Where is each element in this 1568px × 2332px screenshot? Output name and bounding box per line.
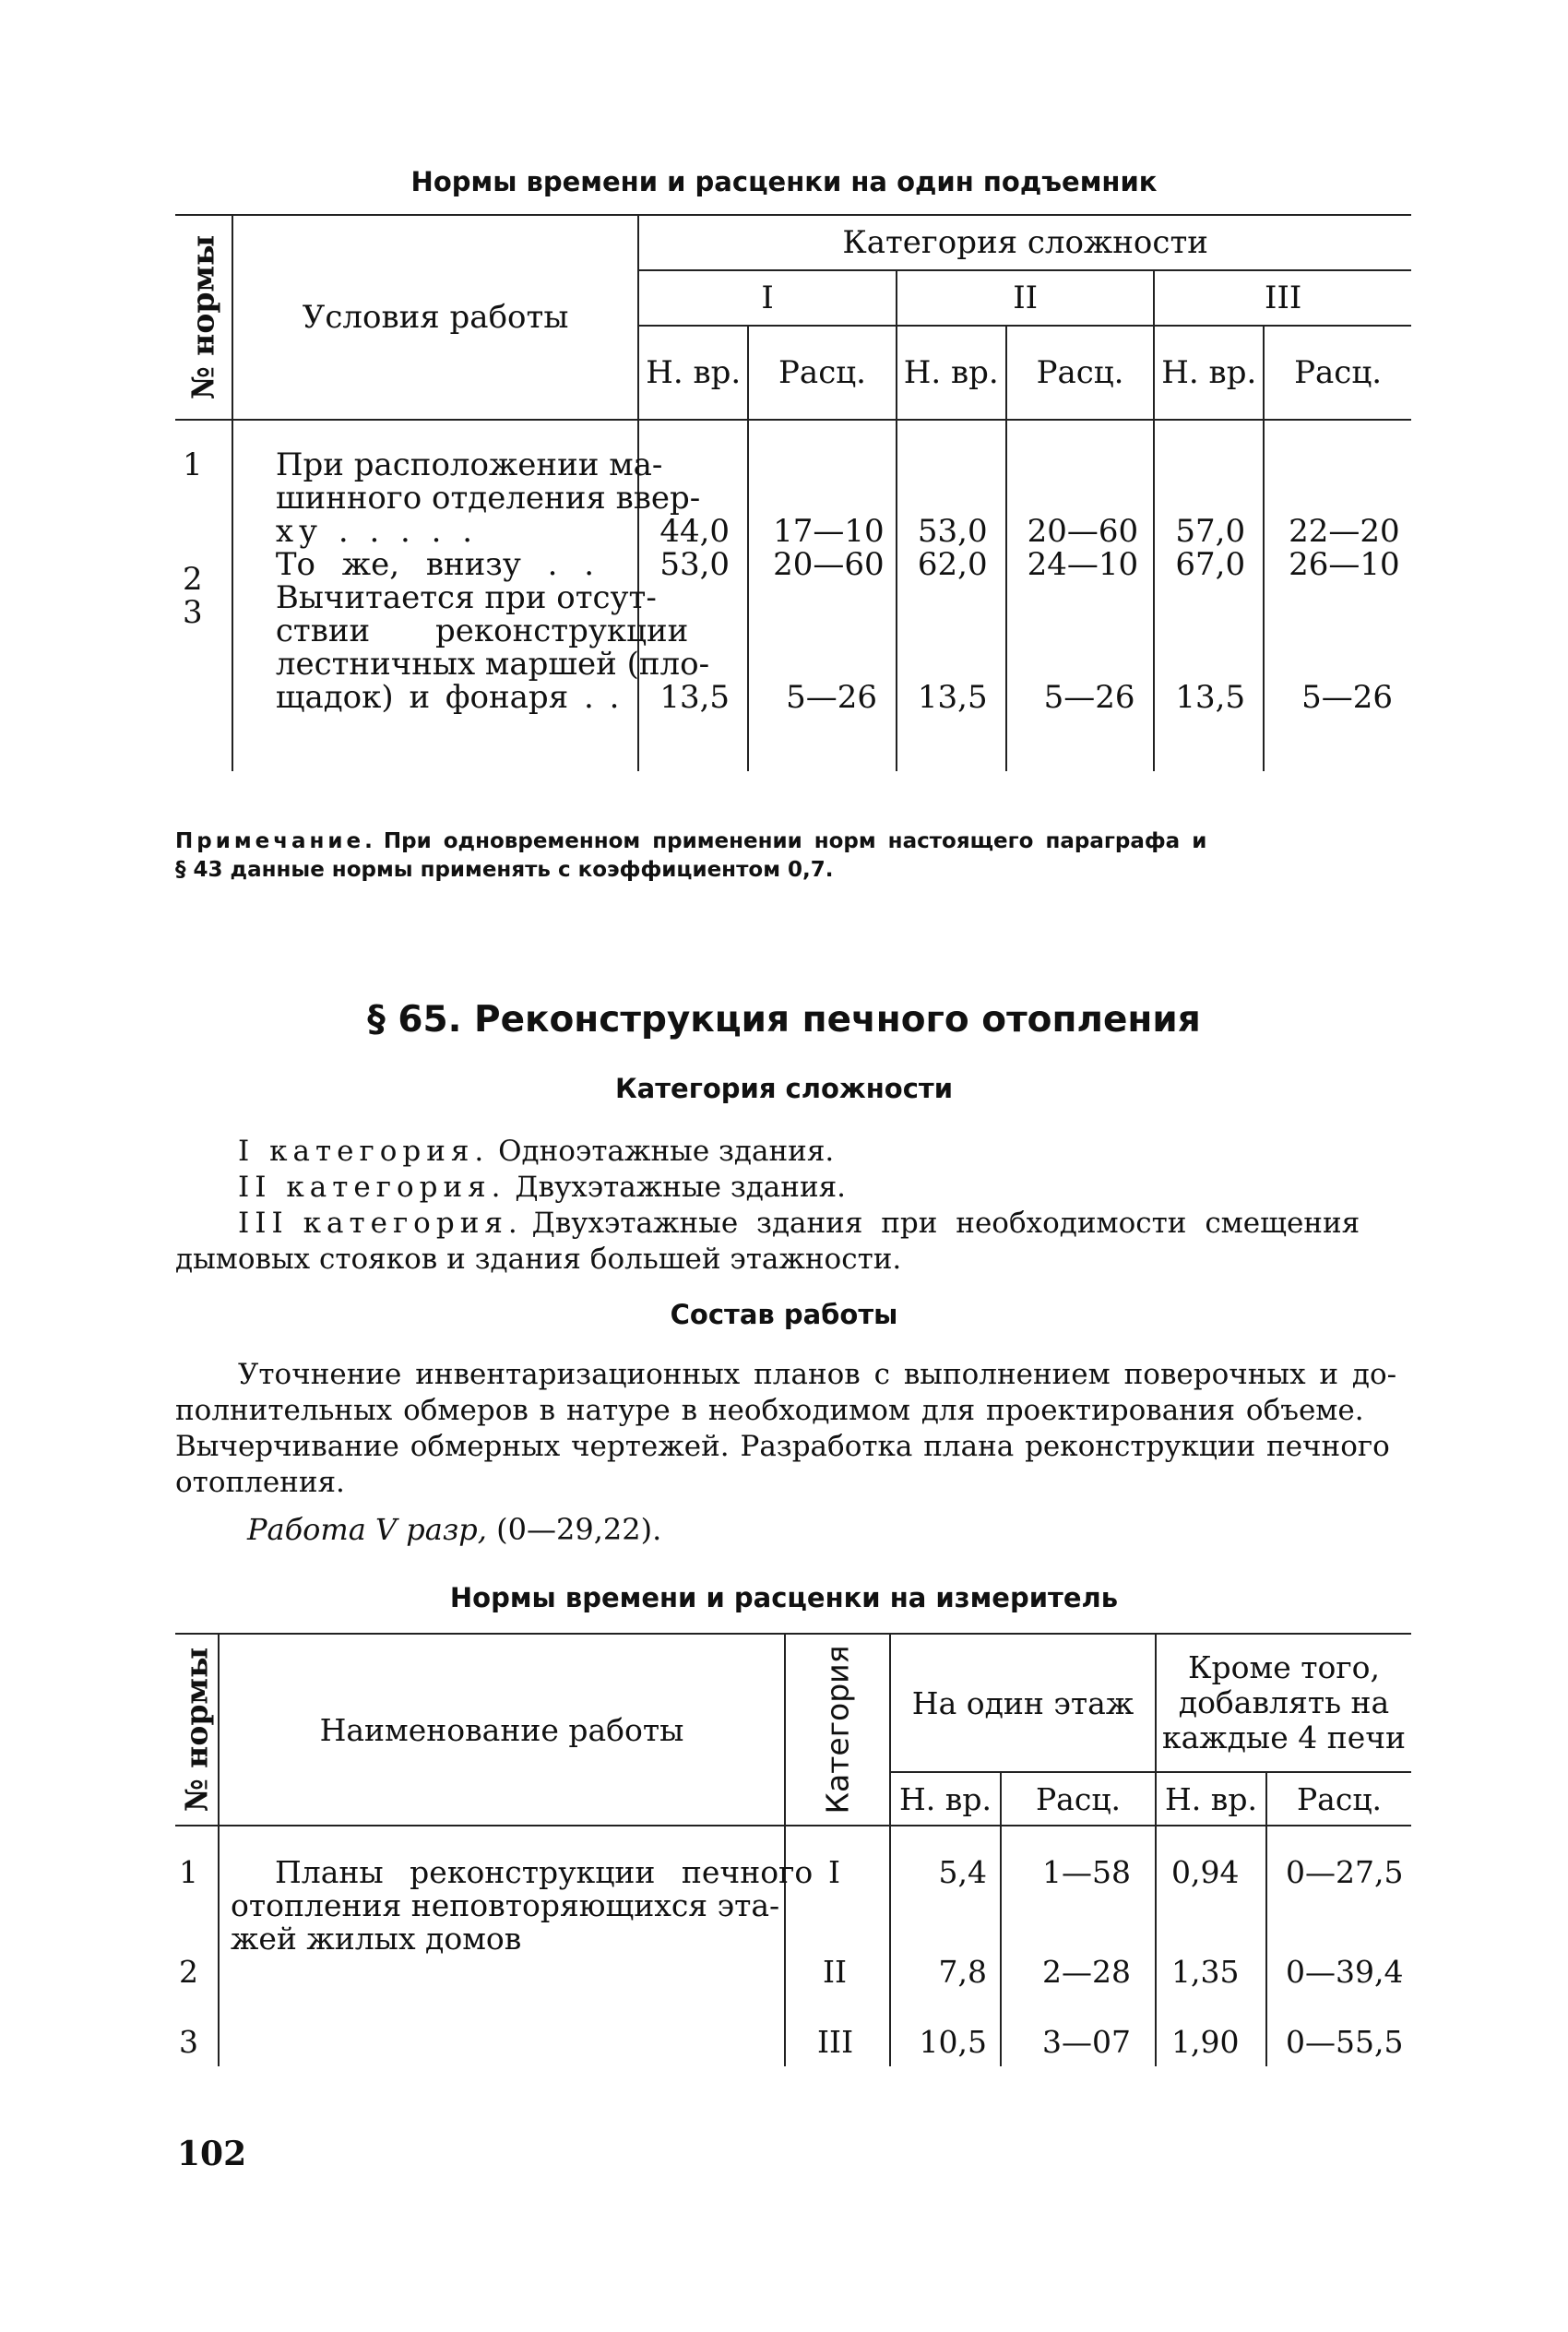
sub-nvr-extra: Н. вр. xyxy=(1156,1772,1266,1826)
sub-rasc-1: Расц. xyxy=(748,326,897,420)
cat-header-3: III xyxy=(1154,270,1411,326)
value: 0—55,5 xyxy=(1286,2024,1404,2060)
value: 0,94 xyxy=(1171,1854,1240,1890)
table1-title: Нормы времени и расценки на один подъемник xyxy=(410,166,1158,197)
value: 1,90 xyxy=(1171,2024,1240,2060)
norm-number: 2 xyxy=(179,1954,198,1990)
note-line2: § 43 данные нормы применять с коэффициентом 0,7. xyxy=(175,858,834,882)
rasc-floor-values xyxy=(1001,1826,1156,2066)
nvr-floor-values xyxy=(890,1826,1001,2066)
value: 20—60 xyxy=(773,546,885,583)
value: 13,5 xyxy=(1175,679,1246,716)
cat3-label: III категория. xyxy=(238,1207,523,1240)
work-grade-value: (0—29,22). xyxy=(496,1512,662,1547)
cat3-text1: Двухэтажные здания при необходимости смещения xyxy=(531,1207,1360,1240)
col-norm-number-header: № нормы xyxy=(175,1634,219,1826)
cat-header-1: I xyxy=(638,270,897,326)
value: 44,0 xyxy=(659,513,731,550)
value: 5—26 xyxy=(1043,679,1135,716)
sub-rasc-extra: Расц. xyxy=(1296,1780,1383,1817)
col-work-name-header: Наименование работы xyxy=(219,1634,785,1826)
work-name-line: отопления неповторяющихся эта- xyxy=(231,1887,780,1923)
section-title: § 65. Реконструкция печного отопления xyxy=(367,999,1201,1041)
condition-line: ху . . . . . xyxy=(275,513,479,550)
work-line: полнительных обмеров в натуре в необходимом для проектирования объеме. xyxy=(175,1394,1364,1427)
nvr-cat1 xyxy=(638,420,748,771)
category-value: II xyxy=(823,1954,848,1990)
page-number: 102 xyxy=(177,2135,247,2173)
sub-rasc-3: Расц. xyxy=(1294,354,1383,391)
sub-nvr-floor: Н. вр. xyxy=(890,1772,1001,1826)
value: 20—60 xyxy=(1027,513,1139,550)
col-category-header: Категория сложности xyxy=(638,215,1411,270)
condition-line: Вычитается при отсут- xyxy=(275,579,657,616)
work-name-line: жей жилых домов xyxy=(231,1921,522,1957)
value: 17—10 xyxy=(773,513,885,550)
rasc-extra-values xyxy=(1266,1826,1411,2066)
value: 5,4 xyxy=(938,1854,987,1890)
condition-line: лестничных маршей (пло- xyxy=(275,646,710,683)
value: 13,5 xyxy=(659,679,731,716)
value: 53,0 xyxy=(659,546,731,583)
note-lead: Примечание. xyxy=(175,829,376,853)
value: 62,0 xyxy=(917,546,988,583)
norm-number: 1 xyxy=(179,1854,198,1890)
condition-line: щадок) и фонаря . . xyxy=(275,679,620,716)
value: 53,0 xyxy=(917,513,988,550)
condition-line: При расположении ма- xyxy=(275,446,663,483)
extra-header-line: Кроме того, xyxy=(1188,1649,1380,1685)
value: 24—10 xyxy=(1027,546,1139,583)
norm-number: 3 xyxy=(183,594,203,631)
work-grade-label: Работа V разр, xyxy=(247,1512,487,1547)
col-category-header: Категория xyxy=(785,1634,890,1826)
nvr-cat2 xyxy=(897,420,1006,771)
value: 67,0 xyxy=(1175,546,1246,583)
nvr-extra-values xyxy=(1156,1826,1266,2066)
value: 0—39,4 xyxy=(1286,1954,1404,1990)
cat1-label: I категория. xyxy=(238,1135,490,1168)
extra-header-line: каждые 4 печи xyxy=(1161,1719,1407,1755)
sub-rasc-floor: Расц. xyxy=(1001,1772,1156,1826)
sub-nvr-1: Н. вр. xyxy=(638,326,748,420)
condition-line: То же, внизу . . xyxy=(275,546,595,583)
norm-number: 3 xyxy=(179,2024,198,2060)
norm-numbers xyxy=(175,420,232,771)
value: 26—10 xyxy=(1289,546,1400,583)
value: 13,5 xyxy=(917,679,988,716)
nvr-cat3 xyxy=(1154,420,1264,771)
cat2-label: II категория. xyxy=(238,1171,506,1204)
work-line: Уточнение инвентаризационных планов с выполнением поверочных и до- xyxy=(238,1358,1397,1391)
work-grade xyxy=(247,1512,661,1547)
value: 1,35 xyxy=(1171,1954,1240,1990)
work-line: отопления. xyxy=(175,1466,345,1499)
col-norm-number-header: № нормы xyxy=(175,215,232,420)
category-value: III xyxy=(817,2024,854,2060)
cat-header-2: II xyxy=(897,270,1155,326)
col-extra-header xyxy=(1156,1634,1411,1772)
norm-number: 2 xyxy=(183,561,203,598)
norm-numbers xyxy=(175,1826,219,2066)
work-name-text xyxy=(219,1826,814,2066)
condition-line: ствии реконструкции xyxy=(275,613,689,649)
cat3-text2: дымовых стояков и здания большей этажности. xyxy=(175,1243,902,1276)
value: 10,5 xyxy=(919,2024,987,2060)
table2-title: Нормы времени и расценки на измеритель xyxy=(449,1582,1119,1613)
value: 7,8 xyxy=(938,1954,987,1990)
category-values xyxy=(785,1826,890,2066)
table2 xyxy=(175,1633,1411,2066)
category-heading: Категория сложности xyxy=(614,1073,954,1104)
rasc-cat2 xyxy=(1006,420,1155,771)
sub-nvr-2: Н. вр. xyxy=(897,326,1006,420)
value: 22—20 xyxy=(1289,513,1400,550)
value: 2—28 xyxy=(1042,1954,1131,1990)
note-line1: При одновременном применении норм настоящего параграфа и xyxy=(383,829,1207,853)
value: 5—26 xyxy=(786,679,877,716)
cat1-text: Одноэтажные здания. xyxy=(498,1135,835,1168)
sub-nvr-3: Н. вр. xyxy=(1154,326,1264,420)
cat2-text: Двухэтажные здания. xyxy=(515,1171,847,1204)
col-per-floor-header: На один этаж xyxy=(890,1634,1156,1772)
value: 57,0 xyxy=(1175,513,1246,550)
work-name-line: Планы реконструкции печного xyxy=(275,1854,814,1890)
col-conditions-header: Условия работы xyxy=(232,215,639,420)
value: 5—26 xyxy=(1301,679,1394,716)
condition-line: шинного отделения ввер- xyxy=(275,480,701,517)
table1 xyxy=(175,214,1411,771)
work-heading: Состав работы xyxy=(670,1299,898,1330)
value: 0—27,5 xyxy=(1286,1854,1404,1890)
extra-header-line: добавлять на xyxy=(1178,1684,1390,1720)
rasc-cat3 xyxy=(1264,420,1411,771)
rasc-cat1 xyxy=(748,420,897,771)
sub-rasc-2: Расц. xyxy=(1006,326,1155,420)
value: 3—07 xyxy=(1042,2024,1131,2060)
work-line: Вычерчивание обмерных чертежей. Разработка плана реконструкции печного xyxy=(175,1430,1390,1463)
category-value: I xyxy=(828,1854,841,1890)
norm-number: 1 xyxy=(183,446,203,483)
value: 1—58 xyxy=(1042,1854,1131,1890)
